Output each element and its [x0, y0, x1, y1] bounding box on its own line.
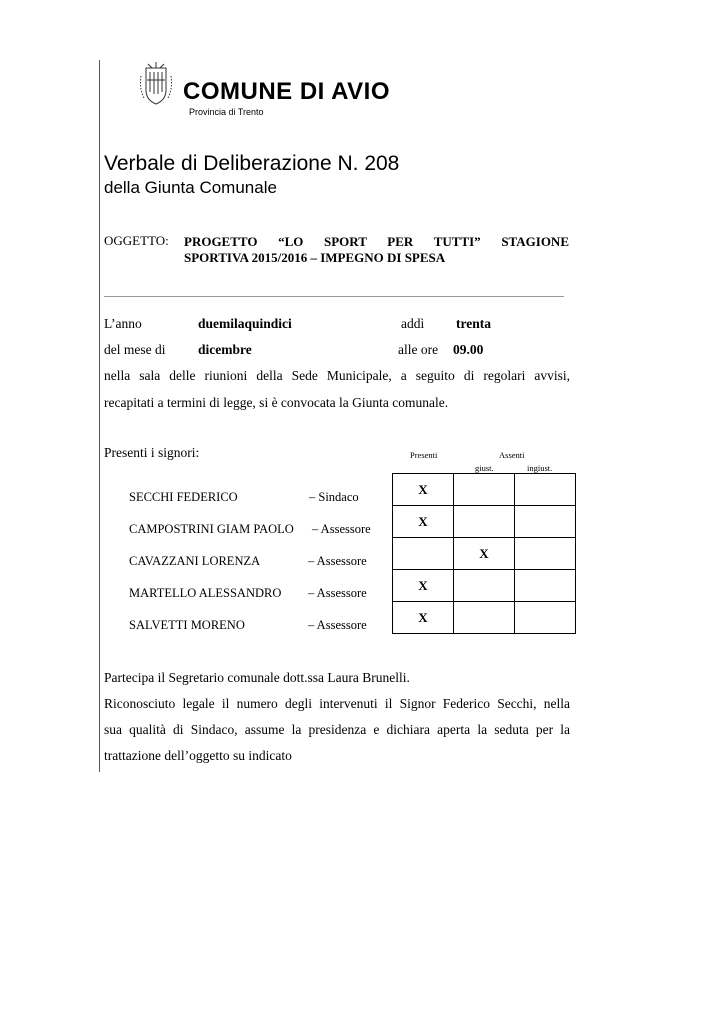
- present-cell: X: [393, 506, 454, 538]
- member-name: MARTELLO ALESSANDRO: [129, 586, 282, 600]
- member-name: CAVAZZANI LORENZA: [129, 554, 261, 568]
- member-role: – Assessore: [308, 554, 367, 568]
- year-value: duemilaquindici: [198, 316, 292, 331]
- justified-cell: [454, 570, 515, 602]
- table-row: [393, 602, 576, 634]
- member-role: – Assessore: [312, 522, 371, 536]
- month-value: dicembre: [198, 342, 252, 357]
- member-name: SALVETTI MORENO: [129, 618, 245, 632]
- table-row: [393, 570, 576, 602]
- attendance-label: Presenti i signori:: [104, 445, 200, 460]
- unjustified-cell: [515, 538, 576, 570]
- unjustified-cell: [515, 602, 576, 634]
- present-cell: X: [393, 474, 454, 506]
- intro-line-1: nella sala delle riunioni della Sede Municipale, a seguito di regolari avvisi,: [104, 368, 570, 383]
- closing-line-4: trattazione dell’oggetto su indicato: [104, 748, 292, 763]
- deliberation-heading: Verbale di Deliberazione N. 208: [104, 152, 400, 175]
- closing-line-1: Partecipa il Segretario comunale dott.ssa Laura Brunelli.: [104, 670, 410, 685]
- unjustified-cell: [515, 506, 576, 538]
- member-name: CAMPOSTRINI GIAM PAOLO: [129, 522, 294, 536]
- present-cell: [393, 538, 454, 570]
- left-margin-rule: [99, 60, 100, 772]
- table-row: [393, 474, 576, 506]
- justified-cell: [454, 602, 515, 634]
- justified-cell: [454, 506, 515, 538]
- attendance-table: [392, 473, 576, 634]
- time-label: alle ore: [398, 342, 439, 357]
- day-label: addì: [401, 316, 425, 331]
- justified-cell: X: [454, 538, 515, 570]
- municipal-crest-icon: [138, 60, 174, 106]
- subject-line-1: PROGETTO “LO SPORT PER TUTTI” STAGIONE: [184, 234, 569, 249]
- intro-line-2: recapitati a termini di legge, si è convocata la Giunta comunale.: [104, 395, 449, 410]
- deliberation-subheading: della Giunta Comunale: [104, 178, 277, 197]
- closing-line-3: sua qualità di Sindaco, assume la presidenza e dichiara aperta la seduta per la: [104, 722, 570, 737]
- member-name: SECCHI FEDERICO: [129, 490, 238, 504]
- day-value: trenta: [456, 316, 491, 331]
- member-role: – Assessore: [308, 586, 367, 600]
- closing-line-2: Riconosciuto legale il numero degli intervenuti il Signor Federico Secchi, nella: [104, 696, 570, 711]
- separator-rule: [104, 296, 564, 297]
- present-cell: X: [393, 602, 454, 634]
- unjustified-cell: [515, 570, 576, 602]
- unjustified-cell: [515, 474, 576, 506]
- subject-line-2: SPORTIVA 2015/2016 – IMPEGNO DI SPESA: [184, 250, 446, 265]
- col-unjustified-header: ingiust.: [527, 463, 553, 473]
- month-label: del mese di: [104, 342, 166, 357]
- col-present-header: Presenti: [410, 450, 438, 460]
- present-cell: X: [393, 570, 454, 602]
- member-role: – Assessore: [308, 618, 367, 632]
- table-row: [393, 538, 576, 570]
- justified-cell: [454, 474, 515, 506]
- subject-label: OGGETTO:: [104, 233, 169, 248]
- table-row: [393, 506, 576, 538]
- time-value: 09.00: [453, 342, 484, 357]
- col-absent-header: Assenti: [499, 450, 525, 460]
- municipality-title: COMUNE DI AVIO: [183, 78, 391, 105]
- province-subtitle: Provincia di Trento: [189, 107, 264, 117]
- member-role: – Sindaco: [309, 490, 359, 504]
- col-justified-header: giust.: [475, 463, 494, 473]
- year-label: L’anno: [104, 316, 142, 331]
